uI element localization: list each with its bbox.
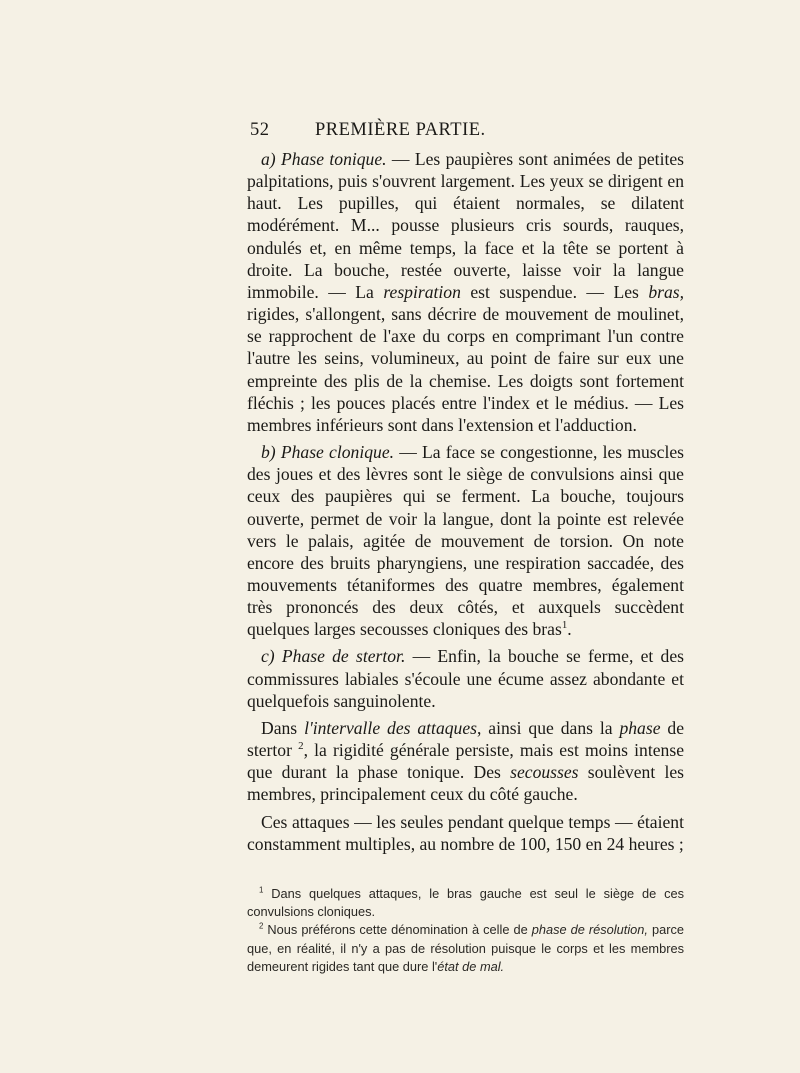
item-label: a) — [261, 149, 276, 169]
paragraph-text: soulèvent les membres, principalement ceux du côté gauche. — [247, 762, 684, 805]
emphasis: phase de résolution, — [531, 922, 648, 938]
paragraph-text: — Les paupières sont animées de petites palpitations, puis s'ouvrent largement. Les yeux se dirigent en haut. Les pupilles, qui étaient normales, se dilatent modérément. M... pousse plusieurs cris sourds, rauques, ondulés et, en même temps, la face et la tête se portent à droite. La bouche, restée ouverte, laisse voir la langue immobile. — La — [247, 149, 684, 302]
emphasis: secousses — [510, 762, 579, 783]
paragraph-text: , la rigidité générale persiste, mais est moins intense que durant la phase tonique. Des — [247, 740, 684, 783]
emphasis: phase — [619, 717, 661, 738]
footnote-text: Dans quelques attaques, le bras gauche est seul le siège de ces convulsions cloniques. — [247, 886, 684, 920]
item-label: c) — [261, 646, 275, 667]
footnote-text: parce que, en réalité, il n'y a pas de résolution puisque le corps et les membres demeurent rigides tant que dure l' — [247, 922, 684, 974]
section-title: Phase tonique. — [281, 149, 387, 169]
emphasis: respiration — [383, 281, 461, 302]
paragraph-phase-clonique — [247, 441, 684, 640]
paragraph-text: est suspendue. — Les — [460, 281, 649, 302]
running-title: PREMIÈRE PARTIE. — [315, 120, 486, 140]
footnotes — [247, 885, 684, 976]
paragraph-attaques — [247, 811, 684, 855]
footnote-mark: 2 — [259, 922, 264, 932]
emphasis: l'intervalle des attaques — [304, 717, 477, 738]
paragraph-intervalle — [247, 717, 684, 806]
footnote-1 — [247, 885, 684, 921]
paragraph-text: — Enfin, la bouche se ferme, et des commissures labiales s'écoule une écume assez abondante et quelquefois sanguinolente. — [247, 646, 684, 711]
body-text — [247, 148, 684, 855]
paragraph-text: — La face se congestionne, les muscles des joues et des lèvres sont le siège de convulsions ainsi que ceux des paupières qui se ferment. La bouche, toujours ouverte, permet de voir la langue, dont la pointe est relevée vers le palais, agitée de mouvement de torsion. On note encore des bruits pharyngiens, une respiration saccadée, des mouvements tétaniformes des quatre membres, également très prononcés des deux côtés, et auxquels succèdent quelques larges secousses cloniques des bras — [247, 442, 684, 640]
paragraph-text: . — [567, 619, 572, 640]
paragraph-text: de stertor — [247, 717, 684, 761]
footnote-ref: 2 — [298, 740, 304, 753]
section-title: Phase clonique. — [280, 442, 395, 463]
footnote-text: Nous préférons cette dénomination à celle de — [263, 922, 532, 938]
paragraph-text: , ainsi que dans la — [477, 717, 620, 738]
footnote-ref: 1 — [561, 619, 568, 632]
paragraph-phase-stertor — [247, 645, 684, 711]
emphasis: bras, — [648, 281, 684, 302]
item-label: b) — [261, 442, 276, 463]
paragraph-text: Ces attaques — les seules pendant quelque temps — étaient constamment multiples, au nombre de 100, 150 en 24 heures ; — [247, 811, 684, 854]
paragraph-phase-tonique — [247, 148, 684, 436]
paragraph-text: Dans — [261, 717, 305, 738]
footnote-2 — [247, 921, 684, 976]
section-title: Phase de stertor. — [281, 646, 406, 667]
page-number: 52 — [250, 120, 270, 140]
emphasis: état de mal. — [437, 958, 505, 974]
footnote-mark: 1 — [259, 885, 264, 895]
paragraph-text: rigides, s'allongent, sans décrire de mouvement de moulinet, se rapprochent de l'axe du corps en comprimant l'un contre l'autre les seins, volumineux, au point de faire sur eux une empreinte des plis de la chemise. Les doigts sont fortement fléchis ; les pouces placés entre l'index et le médius. — Les membres inférieurs sont dans l'extension et l'adduction. — [247, 304, 684, 435]
